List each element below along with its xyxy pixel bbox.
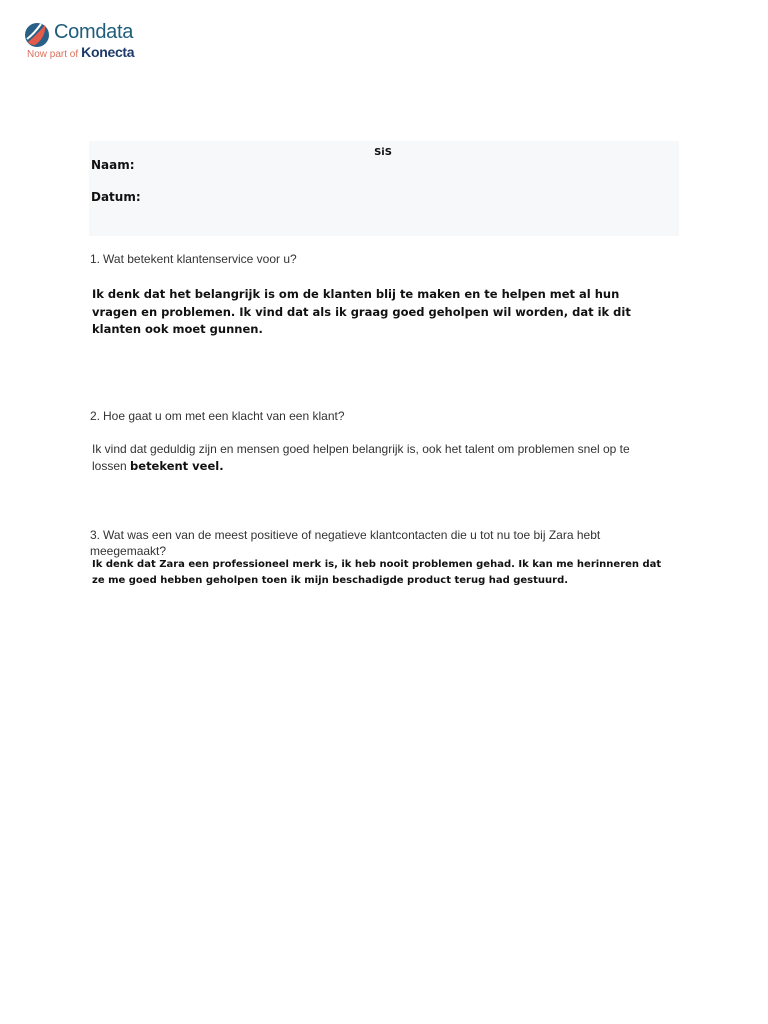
answer-text: Ik vind dat geduldig zijn en mensen goed helpen belangrijk is, ook het talent om problemen snel op te lossen [92, 442, 630, 473]
company-logo [24, 20, 164, 62]
answer-emphasis: betekent veel. [130, 459, 224, 473]
question-number: 3. [90, 528, 101, 542]
answer-2 [92, 441, 644, 475]
answer-1: Ik denk dat het belangrijk is om de klanten blij te maken en te helpen met al hun vragen en problemen. Ik vind dat als ik graag goed geholpen wil worden, dat ik dit klanten ook moet gunnen. [92, 287, 631, 336]
question-text: Wat betekent klantenservice voor u? [103, 252, 297, 266]
question-2 [90, 408, 650, 424]
answer-3: Ik denk dat Zara een professioneel merk is, ik heb nooit problemen gehad. Ik kan me herinneren dat ze me goed hebben geholpen toen ik mijn beschadigde product terug had gestuurd. [92, 559, 662, 586]
question-text: Hoe gaat u om met een klacht van een klant? [103, 409, 345, 423]
form-header [89, 141, 679, 236]
form-title: SiS [374, 147, 392, 158]
question-1 [90, 251, 650, 267]
question-number: 1. [90, 252, 101, 266]
logo-wordmark: Comdata [54, 21, 134, 43]
logo-tagline-brand: Konecta [81, 44, 135, 60]
question-number: 2. [90, 409, 101, 423]
logo-tagline-prefix: Now part of [27, 49, 79, 60]
name-field-label: Naam: [91, 158, 135, 172]
date-field-label: Datum: [91, 190, 141, 204]
logo-tagline [27, 44, 134, 63]
question-3 [90, 527, 645, 559]
question-text: Wat was een van de meest positieve of negatieve klantcontacten die u tot nu toe bij Zara hebt meegemaakt? [90, 528, 601, 558]
